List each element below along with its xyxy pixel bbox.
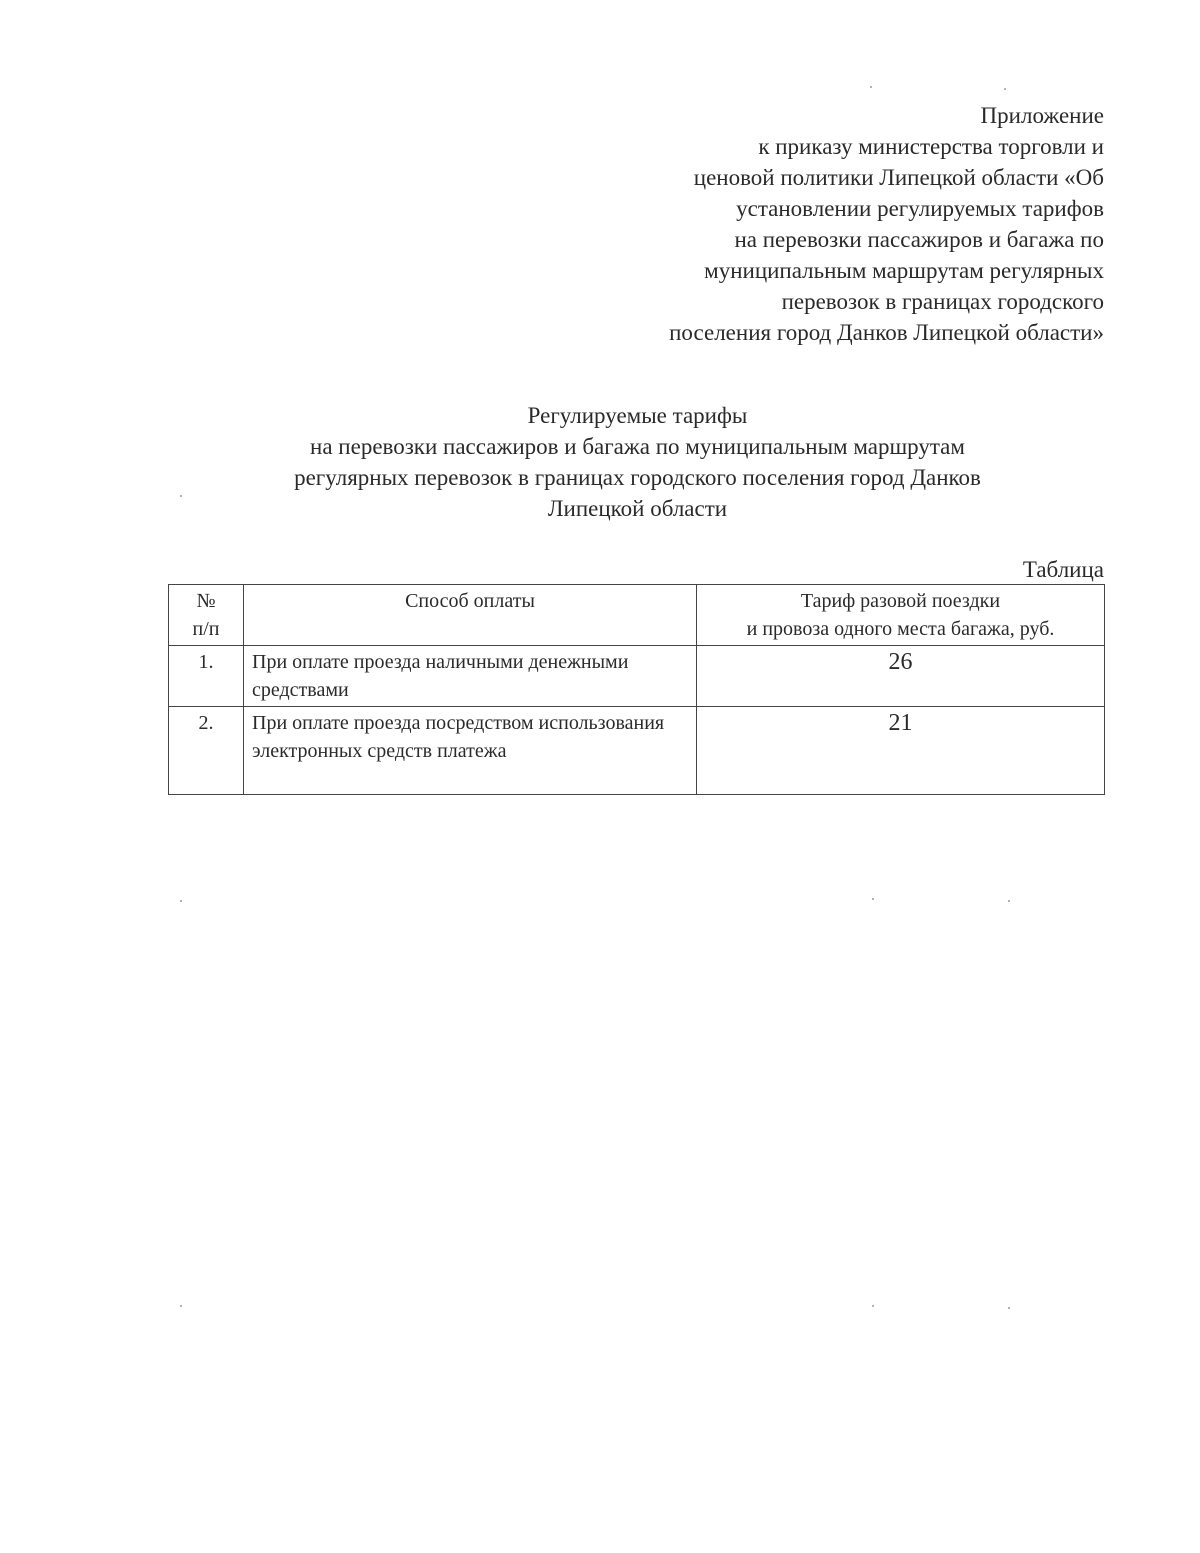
table-label: Таблица (1022, 557, 1104, 582)
scan-speck (1008, 900, 1010, 902)
header-tariff (697, 585, 1105, 646)
scan-speck (870, 86, 872, 88)
row-tariff: 26 (697, 646, 1105, 707)
header-method: Способ оплаты (244, 585, 697, 646)
scan-speck (180, 1305, 182, 1307)
title-line: Регулируемые тарифы (527, 403, 748, 428)
appendix-line: на перевозки пассажиров и багажа по (734, 227, 1104, 252)
appendix-line: поселения город Данков Липецкой области» (669, 320, 1104, 345)
table-row (169, 646, 1105, 707)
header-num (169, 585, 244, 646)
header-num-line: № (196, 590, 216, 612)
title-line: на перевозки пассажиров и багажа по муниципальным маршрутам (310, 434, 965, 459)
appendix-block (544, 100, 1104, 348)
scan-speck (1008, 1307, 1010, 1309)
title-line: регулярных перевозок в границах городского поселения город Данков (294, 465, 981, 490)
appendix-line: перевозок в границах городского (781, 289, 1104, 314)
scan-speck (872, 898, 874, 900)
header-tariff-line: и провоза одного места багажа, руб. (746, 618, 1055, 640)
document-title (170, 400, 1105, 524)
table-header-row (169, 585, 1105, 646)
title-line: Липецкой области (547, 496, 728, 521)
row-method: При оплате проезда наличными денежными средствами (244, 646, 697, 707)
scan-speck (180, 900, 182, 902)
appendix-line: к приказу министерства торговли и (758, 134, 1104, 159)
header-num-line: п/п (192, 618, 220, 640)
appendix-line: ценовой политики Липецкой области «Об (693, 165, 1104, 190)
row-tariff: 21 (697, 707, 1105, 795)
row-num: 2. (169, 707, 244, 795)
row-method: При оплате проезда посредством использования электронных средств платежа (244, 707, 697, 795)
tariff-table (168, 584, 1105, 795)
scan-speck (1004, 88, 1006, 90)
appendix-line: муниципальным маршрутам регулярных (704, 258, 1104, 283)
appendix-line: Приложение (980, 103, 1104, 128)
scan-speck (180, 495, 182, 497)
header-tariff-line: Тариф разовой поездки (800, 590, 1001, 612)
table-row (169, 707, 1105, 795)
appendix-line: установлении регулируемых тарифов (736, 196, 1104, 221)
row-num: 1. (169, 646, 244, 707)
scan-speck (872, 1305, 874, 1307)
